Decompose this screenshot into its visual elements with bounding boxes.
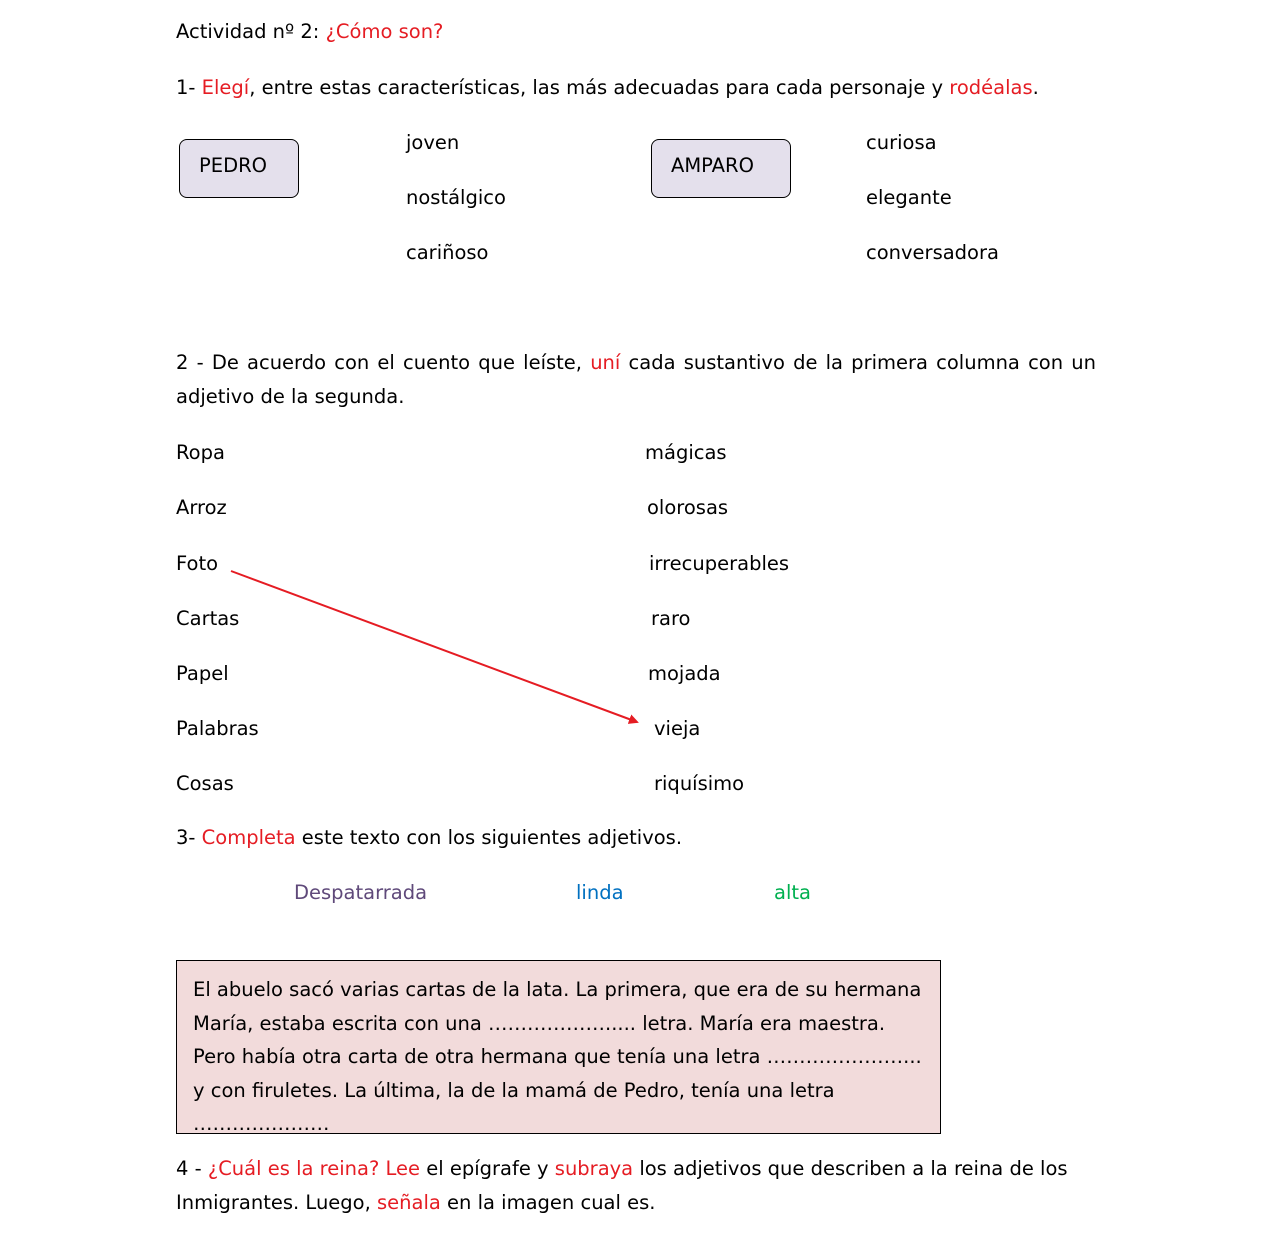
word-bank-item: alta bbox=[774, 881, 811, 904]
noun-item[interactable]: Palabras bbox=[176, 717, 259, 740]
question-3-instruction: 3- Completa este texto con los siguientes adjetivos. bbox=[176, 826, 683, 849]
noun-item[interactable]: Ropa bbox=[176, 441, 225, 464]
trait-word[interactable]: conversadora bbox=[866, 241, 999, 264]
character-name: AMPARO bbox=[671, 154, 754, 177]
activity-question: ¿Cómo son? bbox=[325, 20, 444, 43]
adjective-item[interactable]: raro bbox=[651, 607, 691, 630]
adjective-item[interactable]: vieja bbox=[654, 717, 701, 740]
noun-item[interactable]: Cosas bbox=[176, 772, 234, 795]
noun-item[interactable]: Papel bbox=[176, 662, 229, 685]
noun-item[interactable]: Arroz bbox=[176, 496, 227, 519]
activity-title: Actividad nº 2: ¿Cómo son? bbox=[176, 20, 444, 43]
adjective-item[interactable]: irrecuperables bbox=[649, 552, 790, 575]
adjective-item[interactable]: mágicas bbox=[645, 441, 727, 464]
word-bank-item: Despatarrada bbox=[294, 881, 428, 904]
adjective-item[interactable]: mojada bbox=[648, 662, 721, 685]
trait-word[interactable]: cariñoso bbox=[406, 241, 489, 264]
trait-word[interactable]: curiosa bbox=[866, 131, 937, 154]
word-bank-item: linda bbox=[576, 881, 624, 904]
trait-word[interactable]: elegante bbox=[866, 186, 952, 209]
noun-item[interactable]: Foto bbox=[176, 552, 219, 575]
question-4-instruction-line2: Inmigrantes. Luego, señala en la imagen cual es. bbox=[176, 1191, 656, 1214]
fill-in-paragraph: El abuelo sacó varias cartas de la lata. La primera, que era de su hermana María, estaba escrita con una ………………..... letra. María era maestra. Pero había otra carta de otra hermana que tenía una letra …………………... y con firuletes. La última, la de la mamá de Pedro, tenía una letra ………………… bbox=[193, 978, 922, 1135]
question-1-instruction: 1- Elegí, entre estas características, las más adecuadas para cada personaje y rodéalas. bbox=[176, 76, 1039, 99]
question-4-instruction-line1: 4 - ¿Cuál es la reina? Lee el epígrafe y subraya los adjetivos que describen a la reina de los bbox=[176, 1157, 1068, 1180]
adjective-item[interactable]: riquísimo bbox=[654, 772, 745, 795]
trait-word[interactable]: nostálgico bbox=[406, 186, 506, 209]
question-2-instruction-line2: adjetivo de la segunda. bbox=[176, 385, 405, 408]
fill-in-text-box bbox=[176, 960, 941, 1134]
adjective-item[interactable]: olorosas bbox=[647, 496, 729, 519]
question-2-instruction-line1: 2 - De acuerdo con el cuento que leíste, uní cada sustantivo de la primera columna con un bbox=[176, 351, 1096, 374]
noun-item[interactable]: Cartas bbox=[176, 607, 240, 630]
character-name: PEDRO bbox=[199, 154, 267, 177]
trait-word[interactable]: joven bbox=[406, 131, 460, 154]
